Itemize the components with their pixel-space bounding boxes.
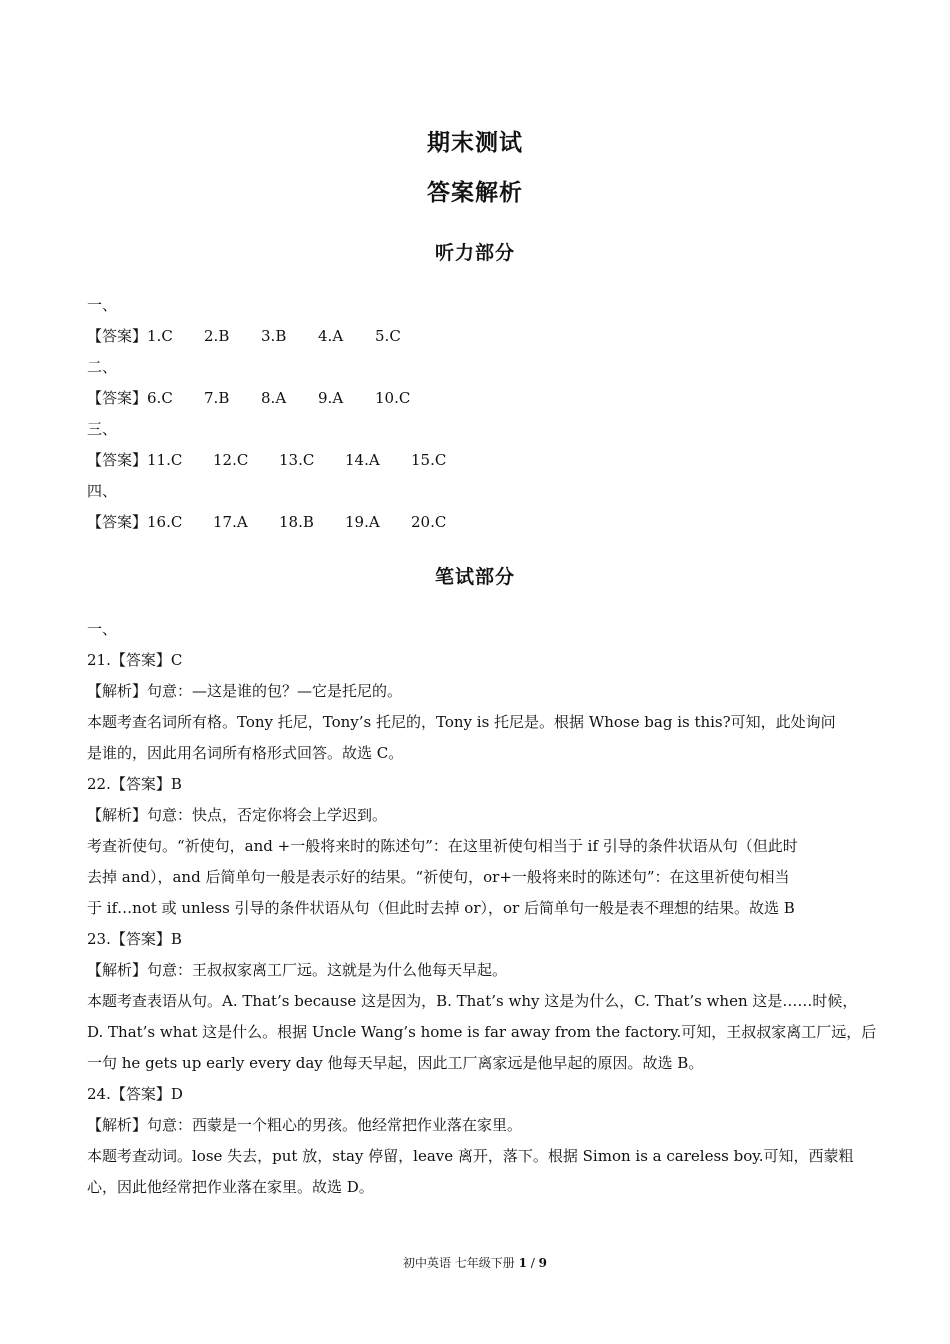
analysis-line: 【解析】句意：西蒙是一个粗心的男孩。他经常把作业落在家里。 [87, 1116, 523, 1134]
listening-heading: 听力部分 [434, 242, 515, 264]
answer-item: 16.C [147, 513, 183, 531]
analysis-line: 本题考查动词。lose 失去，put 放，stay 停留，leave 离开，落下。根据 Simon is a careless boy.可知，西蒙粗 [87, 1147, 854, 1165]
analysis-line: 心，因此他经常把作业落在家里。故选 D。 [87, 1178, 374, 1196]
writing-part-number: 一、 [87, 620, 118, 638]
footer-page-number: 1 [518, 1256, 527, 1270]
answer-item: 5.C [375, 327, 401, 345]
footer-total-pages: 9 [538, 1256, 548, 1270]
answer-item: 18.B [279, 513, 314, 531]
answer-item: 3.B [261, 327, 287, 345]
analysis-line: 【解析】句意：快点，否定你将会上学迟到。 [87, 806, 388, 824]
answer-item: 6.C [147, 389, 173, 407]
listening-group-3-answers [87, 445, 867, 476]
answer-item: 7.B [204, 389, 230, 407]
page-title: 期末测试 [427, 130, 523, 156]
answer-item: 15.C [411, 451, 447, 469]
answer-item: 20.C [411, 513, 447, 531]
listening-group-2-answers [87, 383, 867, 414]
answer-item: 2.B [204, 327, 230, 345]
question-answer: 22.【答案】B [87, 775, 182, 793]
answer-label: 【答案】 [87, 513, 148, 531]
question-answer: 21.【答案】C [87, 651, 183, 669]
analysis-line: 本题考查表语从句。A. That’s because 这是因为，B. That’s why 这是为什么，C. That’s when 这是……时候， [87, 992, 858, 1010]
analysis-line: 【解析】句意：王叔叔家离工厂远。这就是为什么他每天早起。 [87, 961, 508, 979]
answer-item: 9.A [318, 389, 344, 407]
answer-item: 14.A [345, 451, 380, 469]
answer-item: 1.C [147, 327, 173, 345]
analysis-line: 是谁的，因此用名词所有格形式回答。故选 C。 [87, 744, 404, 762]
answer-label: 【答案】 [87, 327, 148, 345]
answer-item: 19.A [345, 513, 380, 531]
answer-item: 8.A [261, 389, 287, 407]
analysis-line: D. That’s what 这是什么。根据 Uncle Wang’s home is far away from the factory.可知，王叔叔家离工厂远，后 [87, 1023, 877, 1041]
listening-group-1-answers [87, 321, 867, 352]
listening-group-2-number: 二、 [87, 358, 118, 376]
listening-group-3-number: 三、 [87, 420, 118, 438]
analysis-line: 本题考查名词所有格。Tony 托尼，Tony’s 托尼的，Tony is 托尼是。根据 Whose bag is this?可知，此处询问 [87, 713, 836, 731]
answer-item: 13.C [279, 451, 315, 469]
analysis-line: 于 if…not 或 unless 引导的条件状语从句（但此时去掉 or），or 后简单句一般是表不理想的结果。故选 B [87, 899, 795, 917]
analysis-line: 去掉 and），and 后简单句一般是表示好的结果。“祈使句，or+一般将来时的陈述句”：在这里祈使句相当 [87, 868, 790, 886]
analysis-line: 【解析】句意：—这是谁的包？—它是托尼的。 [87, 682, 403, 700]
page-subtitle: 答案解析 [427, 180, 523, 206]
answer-item: 12.C [213, 451, 249, 469]
listening-group-4-answers [87, 507, 867, 538]
answer-label: 【答案】 [87, 389, 148, 407]
listening-group-1-number: 一、 [87, 296, 118, 314]
answer-item: 11.C [147, 451, 183, 469]
listening-group-4-number: 四、 [87, 482, 118, 500]
writing-heading: 笔试部分 [434, 566, 515, 588]
analysis-line: 考查祈使句。“祈使句，and +一般将来时的陈述句”：在这里祈使句相当于 if 引导的条件状语从句（但此时 [87, 837, 798, 855]
question-answer: 23.【答案】B [87, 930, 182, 948]
answer-item: 17.A [213, 513, 248, 531]
footer-course: 初中英语 七年级下册 [402, 1256, 515, 1270]
answer-label: 【答案】 [87, 451, 148, 469]
footer-separator: / [530, 1256, 535, 1270]
answer-item: 10.C [375, 389, 411, 407]
analysis-line: 一句 he gets up early every day 他每天早起，因此工厂离家远是他早起的原因。故选 B。 [87, 1054, 704, 1072]
page-footer [0, 1254, 950, 1271]
question-answer: 24.【答案】D [87, 1085, 183, 1103]
answer-item: 4.A [318, 327, 344, 345]
